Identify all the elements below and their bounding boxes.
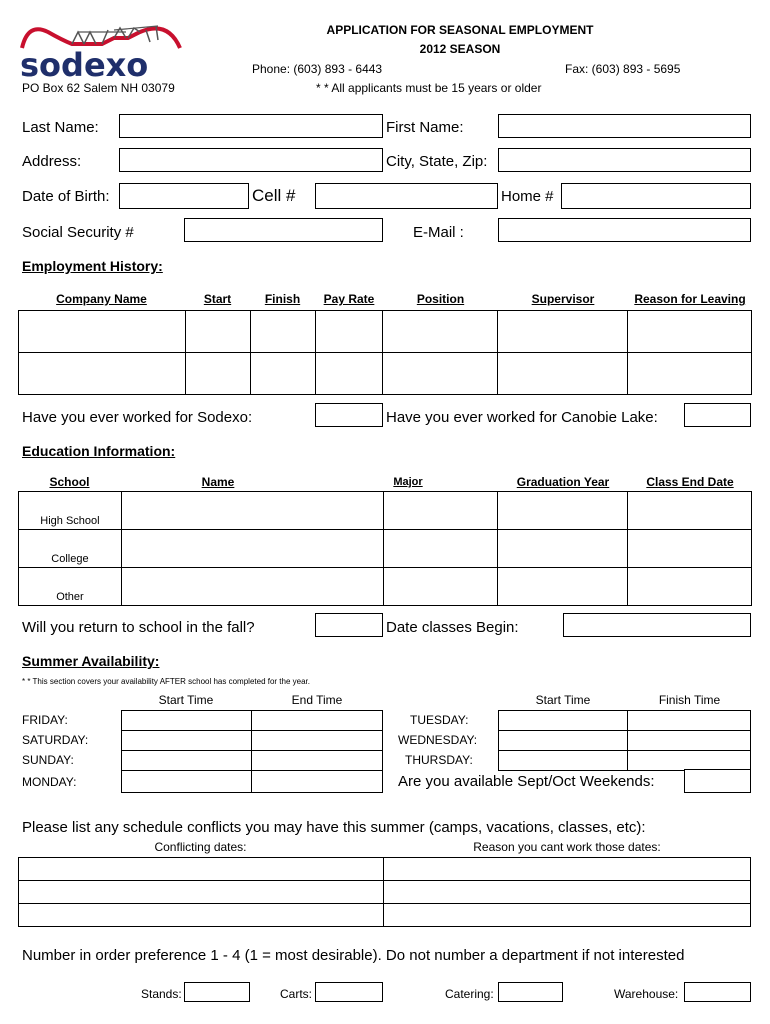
table-cell[interactable] — [499, 711, 628, 731]
table-cell[interactable] — [383, 530, 498, 568]
table-row — [499, 711, 751, 731]
form-title: APPLICATION FOR SEASONAL EMPLOYMENT — [326, 23, 594, 37]
table-row — [499, 731, 751, 751]
school-type-cell — [19, 568, 122, 606]
col-start: Start — [203, 292, 232, 306]
weekends-label: Are you available Sept/Oct Weekends: — [398, 773, 655, 790]
conflicts-table — [18, 857, 751, 927]
catering-field[interactable] — [498, 982, 563, 1002]
table-row — [19, 492, 752, 530]
last-name-label: Last Name: — [22, 119, 99, 136]
address-field[interactable] — [119, 148, 383, 172]
table-cell[interactable] — [383, 492, 498, 530]
catering-label: Catering: — [445, 987, 494, 1001]
table-cell[interactable] — [19, 858, 384, 881]
table-cell[interactable] — [383, 881, 751, 904]
table-cell[interactable] — [628, 353, 752, 395]
stands-field[interactable] — [184, 982, 250, 1002]
warehouse-field[interactable] — [684, 982, 751, 1002]
sodexo-answer-field[interactable] — [315, 403, 383, 427]
table-cell[interactable] — [383, 353, 498, 395]
department-prompt: Number in order preference 1 - 4 (1 = most desirable). Do not number a department if not interested — [22, 947, 685, 964]
table-row — [122, 711, 383, 731]
table-cell[interactable] — [628, 711, 751, 731]
table-row — [19, 530, 752, 568]
table-cell[interactable] — [628, 492, 752, 530]
table-row — [19, 858, 751, 881]
email-label: E-Mail : — [413, 224, 464, 241]
day-saturday: SATURDAY: — [22, 733, 89, 747]
table-row — [19, 311, 752, 353]
carts-label: Carts: — [280, 987, 313, 1001]
col-graduation-year: Graduation Year — [516, 475, 610, 489]
table-cell[interactable] — [250, 311, 315, 353]
col-supervisor: Supervisor — [531, 292, 595, 306]
table-cell[interactable] — [628, 311, 752, 353]
return-school-label: Will you return to school in the fall? — [22, 619, 255, 636]
home-label: Home # — [501, 188, 554, 205]
table-row — [122, 731, 383, 751]
table-cell[interactable] — [185, 353, 250, 395]
school-type-college: College — [51, 553, 89, 565]
table-cell[interactable] — [251, 751, 383, 771]
table-cell[interactable] — [19, 904, 384, 927]
stands-label: Stands: — [141, 987, 182, 1001]
table-cell[interactable] — [122, 731, 252, 751]
table-cell[interactable] — [121, 492, 383, 530]
table-cell[interactable] — [250, 353, 315, 395]
day-friday: FRIDAY: — [22, 713, 68, 727]
table-cell[interactable] — [498, 311, 628, 353]
table-row — [122, 751, 383, 771]
canobie-question-label: Have you ever worked for Canobie Lake: — [386, 409, 658, 426]
age-requirement-note: * * All applicants must be 15 years or older — [316, 81, 542, 95]
ssn-field[interactable] — [184, 218, 383, 242]
table-cell[interactable] — [628, 731, 751, 751]
education-title: Education Information: — [22, 443, 176, 459]
day-wednesday: WEDNESDAY: — [398, 733, 478, 747]
table-cell[interactable] — [628, 751, 751, 771]
col-major: Major — [393, 476, 423, 488]
table-cell[interactable] — [499, 731, 628, 751]
warehouse-label: Warehouse: — [614, 987, 679, 1001]
cell-field[interactable] — [315, 183, 498, 209]
table-cell[interactable] — [315, 311, 383, 353]
classes-begin-label: Date classes Begin: — [386, 619, 519, 636]
start-time-header-right: Start Time — [535, 693, 591, 707]
email-field[interactable] — [498, 218, 751, 242]
school-type-cell — [19, 530, 122, 568]
reason-header: Reason you cant work those dates: — [473, 840, 661, 854]
table-cell[interactable] — [628, 530, 752, 568]
sodexo-question-label: Have you ever worked for Sodexo: — [22, 409, 253, 426]
last-name-field[interactable] — [119, 114, 383, 138]
weekends-field[interactable] — [684, 769, 751, 793]
conflicting-dates-header: Conflicting dates: — [154, 840, 247, 854]
table-row — [19, 904, 751, 927]
school-type-other: Other — [56, 591, 84, 603]
season-label: 2012 SEASON — [419, 42, 501, 56]
table-cell[interactable] — [251, 731, 383, 751]
table-cell[interactable] — [315, 353, 383, 395]
col-company-name: Company Name — [56, 292, 147, 306]
sodexo-logo — [18, 18, 183, 83]
logo-text: sodexo — [20, 46, 149, 84]
table-cell[interactable] — [498, 353, 628, 395]
school-type-cell — [19, 492, 122, 530]
city-state-zip-label: City, State, Zip: — [386, 153, 488, 170]
availability-left-table — [121, 710, 383, 793]
table-cell[interactable] — [251, 711, 383, 731]
availability-note: * * This section covers your availability AFTER school has completed for the year. — [22, 677, 310, 686]
table-cell[interactable] — [185, 311, 250, 353]
end-time-header: End Time — [291, 693, 343, 707]
table-cell[interactable] — [498, 492, 628, 530]
availability-right-table — [498, 710, 751, 771]
table-cell[interactable] — [121, 568, 383, 606]
table-cell[interactable] — [121, 530, 383, 568]
table-cell[interactable] — [19, 311, 186, 353]
table-row — [19, 568, 752, 606]
table-cell[interactable] — [19, 353, 186, 395]
table-cell[interactable] — [19, 881, 384, 904]
day-thursday: THURSDAY: — [405, 753, 473, 767]
company-address: PO Box 62 Salem NH 03079 — [22, 81, 175, 95]
employment-history-title: Employment History: — [22, 258, 163, 274]
first-name-field[interactable] — [498, 114, 751, 138]
col-school: School — [49, 475, 90, 489]
classes-begin-field[interactable] — [563, 613, 751, 637]
table-cell[interactable] — [499, 751, 628, 771]
fax-number: Fax: (603) 893 - 5695 — [565, 62, 681, 76]
table-cell[interactable] — [122, 751, 252, 771]
school-type-high-school: High School — [40, 515, 100, 527]
day-sunday: SUNDAY: — [22, 753, 74, 767]
carts-field[interactable] — [315, 982, 383, 1002]
return-school-field[interactable] — [315, 613, 383, 637]
col-position: Position — [416, 292, 465, 306]
dob-label: Date of Birth: — [22, 188, 110, 205]
table-cell[interactable] — [498, 530, 628, 568]
table-cell[interactable] — [251, 771, 383, 793]
cell-label: Cell # — [252, 186, 296, 205]
day-monday: MONDAY: — [22, 775, 77, 789]
employment-table — [18, 310, 752, 395]
col-pay-rate: Pay Rate — [323, 292, 375, 306]
phone-number: Phone: (603) 893 - 6443 — [252, 62, 383, 76]
col-reason-for-leaving: Reason for Leaving — [634, 292, 746, 306]
address-label: Address: — [22, 153, 82, 170]
first-name-label: First Name: — [386, 119, 464, 136]
dob-field[interactable] — [119, 183, 249, 209]
day-tuesday: TUESDAY: — [410, 713, 469, 727]
table-row — [19, 353, 752, 395]
table-cell[interactable] — [122, 771, 252, 793]
ssn-label: Social Security # — [22, 224, 134, 241]
canobie-answer-field[interactable] — [684, 403, 751, 427]
col-finish: Finish — [264, 292, 301, 306]
table-cell[interactable] — [383, 568, 498, 606]
table-cell[interactable] — [498, 568, 628, 606]
table-cell[interactable] — [122, 711, 252, 731]
conflicts-prompt: Please list any schedule conflicts you may have this summer (camps, vacations, classes, etc): — [22, 819, 646, 836]
col-name: Name — [201, 475, 235, 489]
city-state-zip-field[interactable] — [498, 148, 751, 172]
col-class-end-date: Class End Date — [646, 475, 734, 489]
start-time-header: Start Time — [158, 693, 214, 707]
table-row — [122, 771, 383, 793]
education-table — [18, 491, 752, 606]
finish-time-header: Finish Time — [658, 693, 721, 707]
summer-availability-title: Summer Availability: — [22, 653, 160, 669]
home-field[interactable] — [561, 183, 751, 209]
table-row — [19, 881, 751, 904]
table-row — [499, 751, 751, 771]
table-cell[interactable] — [383, 904, 751, 927]
table-cell[interactable] — [383, 311, 498, 353]
table-cell[interactable] — [383, 858, 751, 881]
table-cell[interactable] — [628, 568, 752, 606]
